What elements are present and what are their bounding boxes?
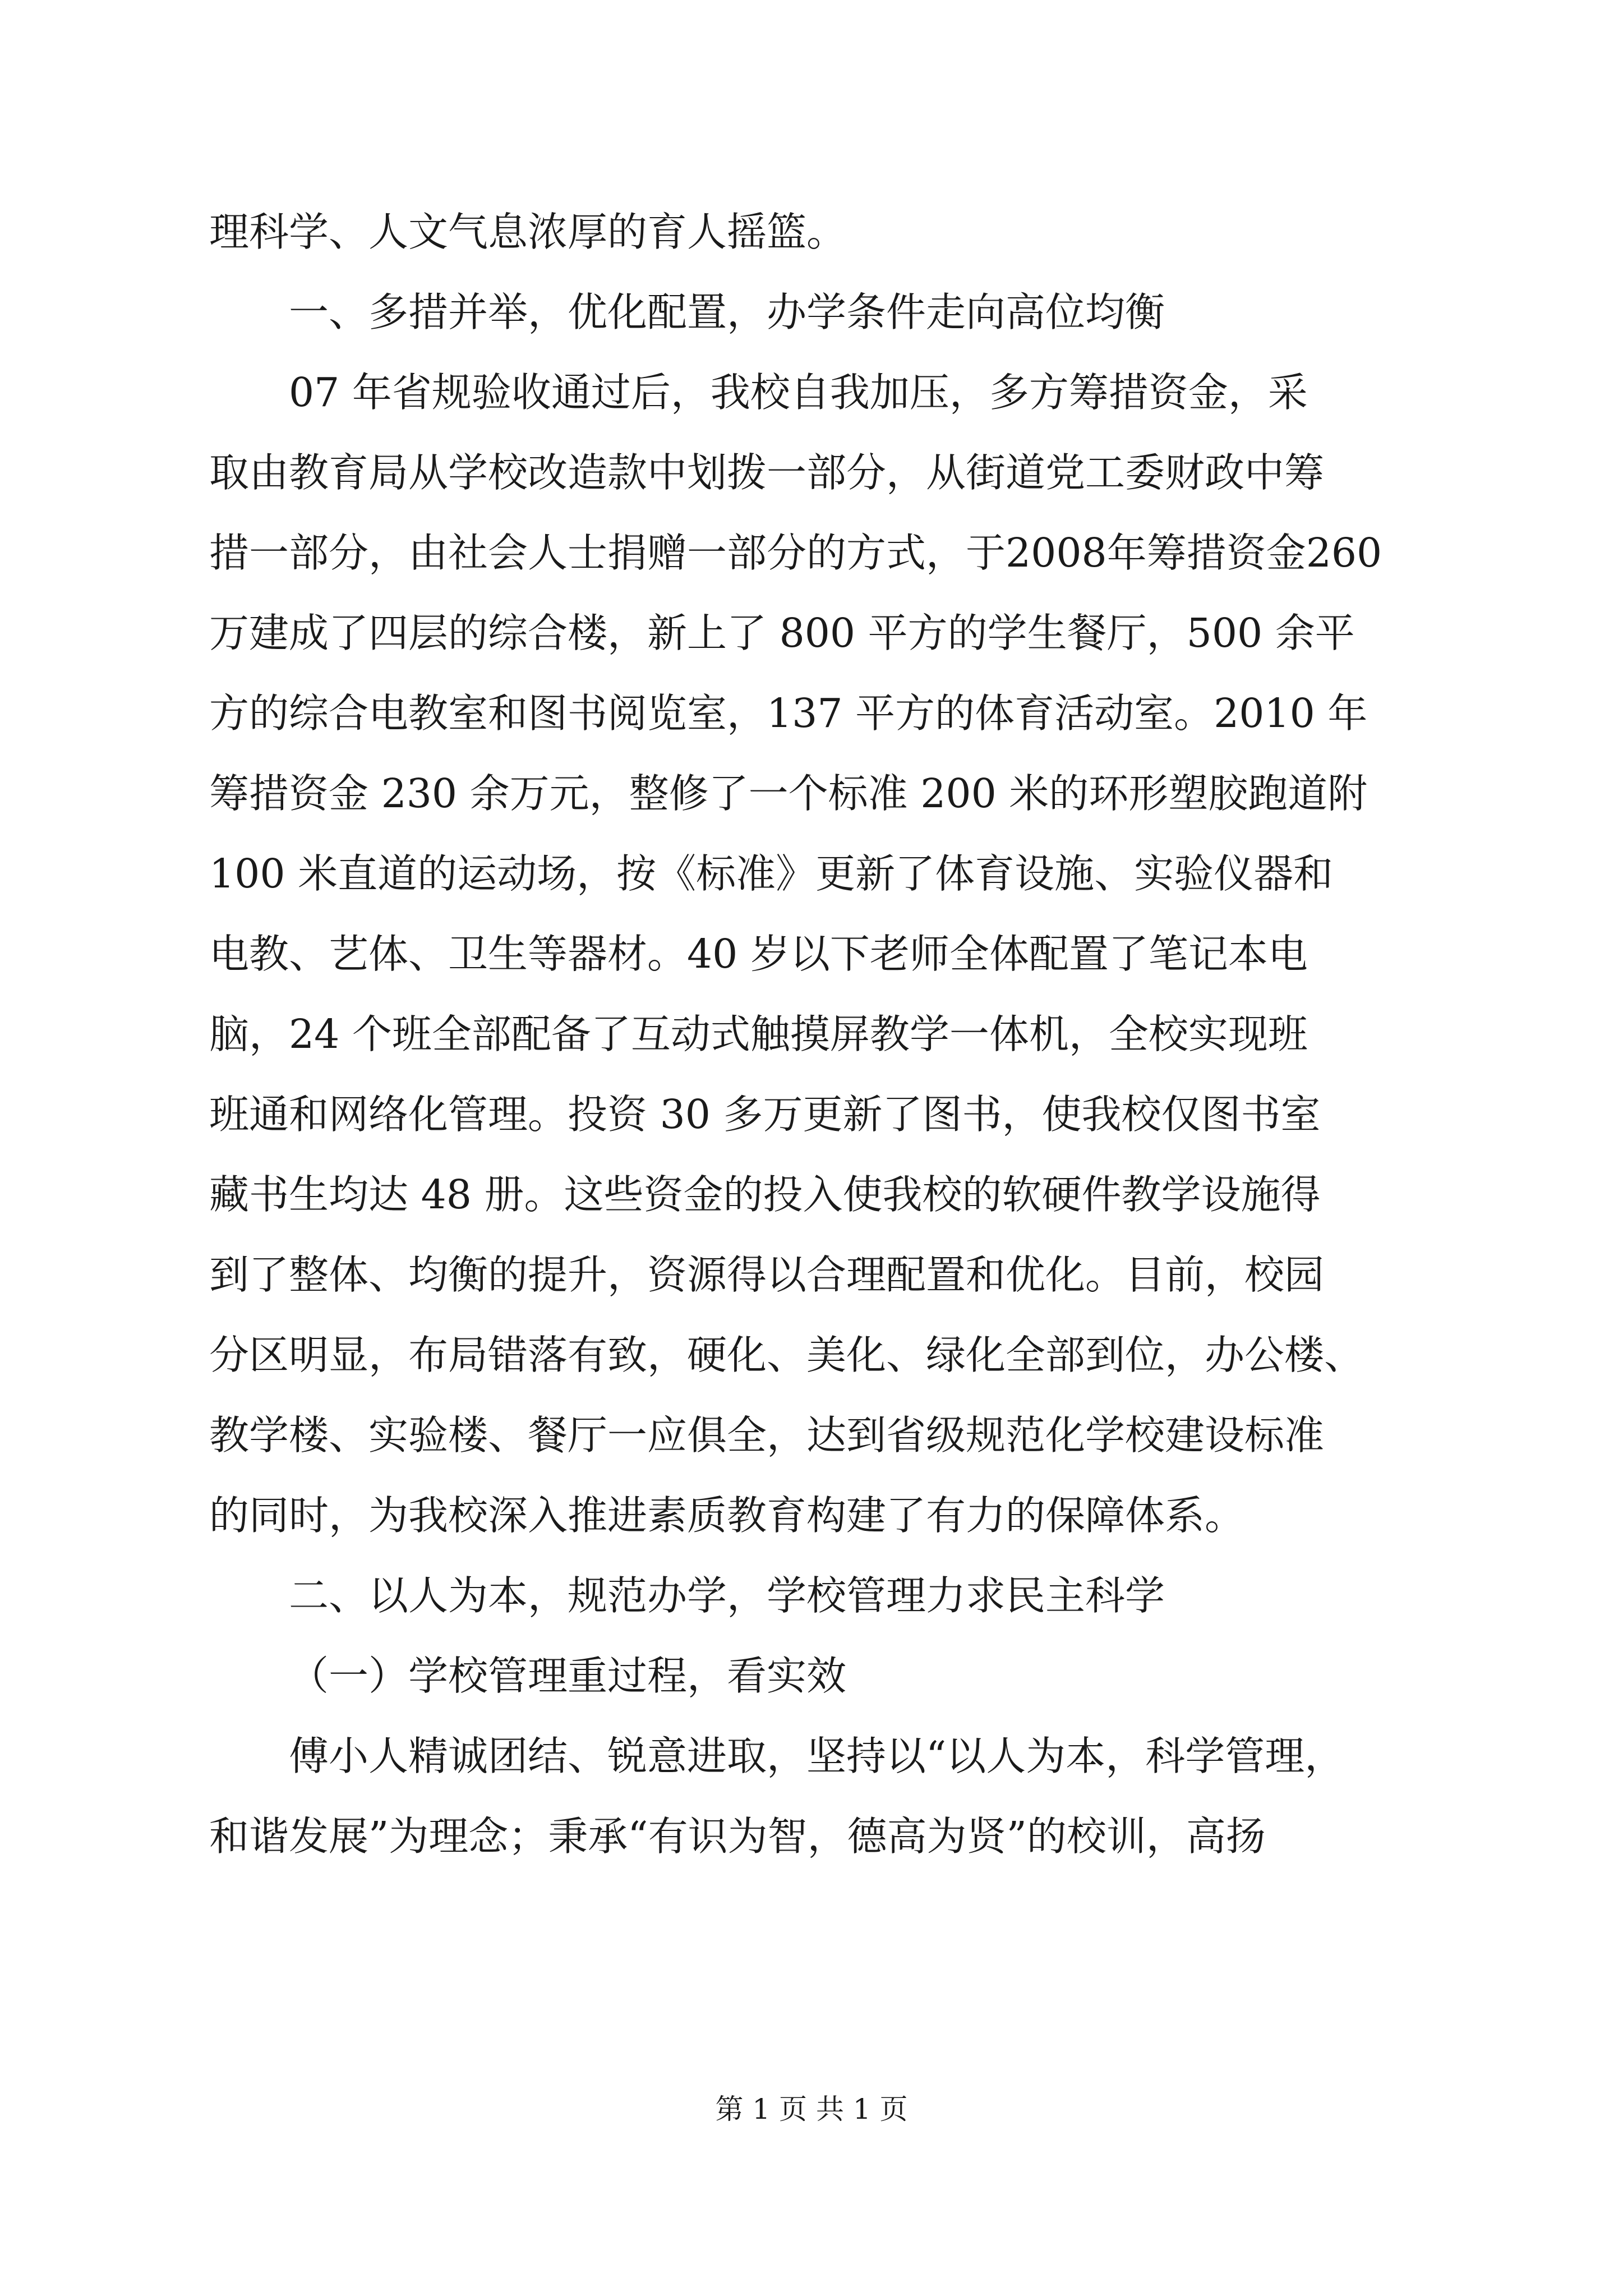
page-footer: 第 1 页 共 1 页 [715,2093,908,2125]
text-line: 藏书生均达 48 册。这些资金的投入使我校的软硬件教学设施得 [209,1171,1321,1218]
text-line: 筹措资金 230 余万元，整修了一个标准 200 米的环形塑胶跑道附 [209,770,1368,817]
document-body [209,192,1432,1876]
text-line: 07 年省规验收通过后，我校自我加压，多方筹措资金，采 [289,369,1308,416]
text-line: （一）学校管理重过程，看实效 [289,1653,847,1699]
text-line: 的同时，为我校深入推进素质教育构建了有力的保障体系。 [209,1492,1245,1539]
text-line: 教学楼、实验楼、餐厅一应俱全，达到省级规范化学校建设标准 [209,1412,1325,1458]
text-line: 傅小人精诚团结、锐意进取，坚持以“以人为本，科学管理， [289,1733,1345,1779]
text-line: 分区明显，布局错落有致，硬化、美化、绿化全部到位，办公楼、 [209,1332,1364,1378]
text-line: 一、多措并举，优化配置，办学条件走向高位均衡 [289,289,1165,335]
text-line: 理科学、人文气息浓厚的育人摇篮。 [209,209,847,255]
text-line: 电教、艺体、卫生等器材。40 岁以下老师全体配置了笔记本电 [209,931,1308,977]
text-line: 措一部分，由社会人士捐赠一部分的方式，于2008年筹措资金260 [209,530,1382,576]
text-line: 和谐发展”为理念；秉承“有识为智，德高为贤”的校训，高扬 [209,1813,1266,1860]
text-line: 脑，24 个班全部配备了互动式触摸屏教学一体机，全校实现班 [209,1011,1308,1057]
text-line: 二、以人为本，规范办学，学校管理力求民主科学 [289,1572,1165,1619]
text-line: 到了整体、均衡的提升，资源得以合理配置和优化。目前，校园 [209,1251,1325,1298]
text-line: 万建成了四层的综合楼，新上了 800 平方的学生餐厅，500 余平 [209,610,1355,656]
text-line: 100 米直道的运动场，按《标准》更新了体育设施、实验仪器和 [209,850,1334,897]
text-line: 方的综合电教室和图书阅览室，137 平方的体育活动室。2010 年 [209,690,1368,737]
text-line: 班通和网络化管理。投资 30 多万更新了图书，使我校仅图书室 [209,1091,1321,1138]
text-line: 取由教育局从学校改造款中划拨一部分，从街道党工委财政中筹 [209,449,1325,496]
